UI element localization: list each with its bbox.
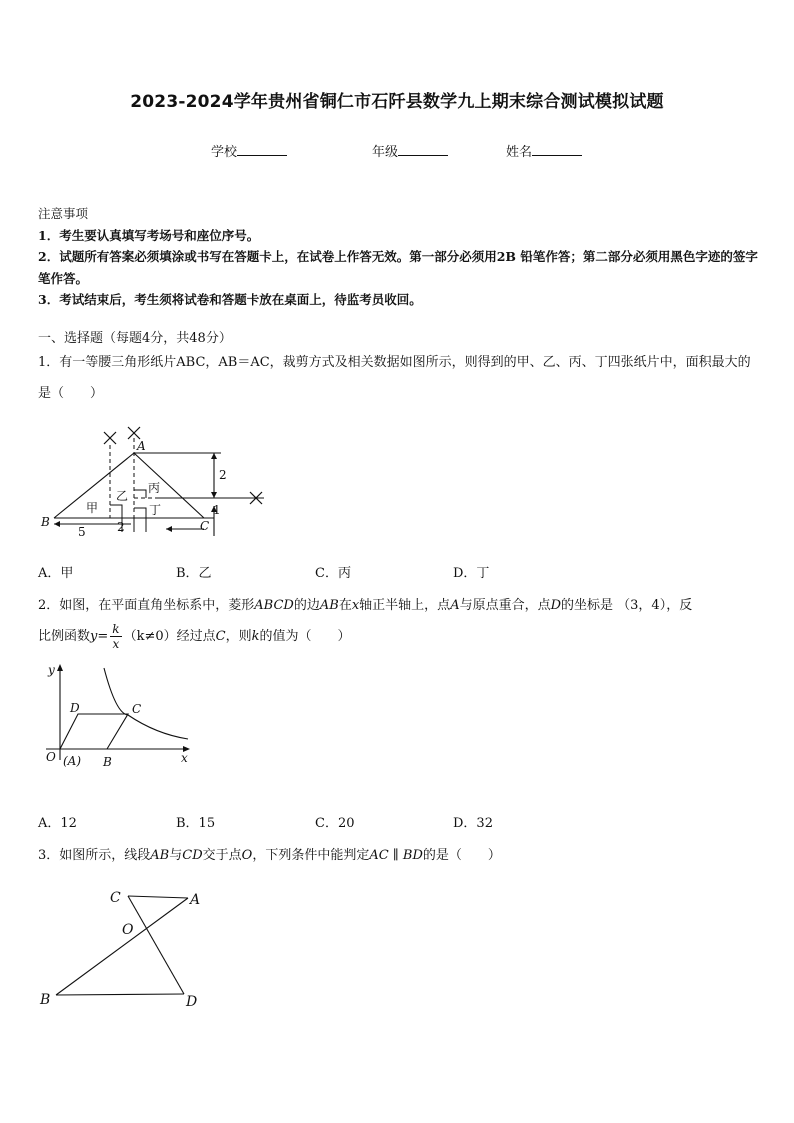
name-blank: [532, 142, 582, 156]
name-field: [506, 141, 582, 160]
label-C: C: [200, 519, 210, 533]
option-a[interactable]: A．12: [38, 816, 77, 831]
label-jia: 甲: [86, 501, 99, 515]
arrow-head: [54, 521, 60, 527]
label-D: D: [186, 994, 198, 1010]
label-A: A: [190, 892, 201, 908]
option-a[interactable]: A．甲: [38, 566, 74, 581]
label-B: B: [103, 755, 112, 769]
grade-label: 年级: [372, 145, 399, 160]
segment-CD: [128, 896, 184, 994]
school-field: [211, 141, 287, 160]
option-c[interactable]: C．20: [315, 816, 355, 831]
option-d[interactable]: D．丁: [453, 566, 490, 581]
axis-y-label: y: [48, 663, 55, 677]
y-arrow: [57, 664, 63, 671]
arrow-head: [211, 492, 217, 498]
arrow-head: [166, 526, 172, 532]
note-item: 3．考试结束后，考生须将试卷和答题卡放在桌面上，待监考员收回。: [38, 292, 422, 307]
page-title: 2023-2024学年贵州省铜仁市石阡县数学九上期末综合测试模拟试题: [130, 92, 664, 112]
grade-field: [372, 141, 448, 160]
section-heading: 一、选择题（每题4分，共48分）: [38, 331, 232, 346]
label-yi: 乙: [116, 489, 129, 503]
question-3-figure: [36, 882, 216, 1012]
label-2-height: 2: [219, 468, 227, 482]
label-ding: 丁: [149, 503, 162, 517]
label-bing: 丙: [148, 481, 161, 495]
question-2-figure: [38, 660, 198, 770]
hyperbola: [104, 668, 188, 739]
note-item: 1．考生要认真填写考场号和座位序号。: [38, 227, 260, 243]
fraction-k-over-x: $\frac{k}{x}$: [112, 622, 120, 651]
axis-x-label: x: [181, 751, 188, 765]
rhombus-ABCD: [60, 714, 128, 749]
label-2-base: 2: [117, 520, 125, 534]
name-label: 姓名: [506, 145, 533, 160]
school-label: 学校: [211, 145, 238, 160]
label-D: D: [70, 701, 80, 715]
question-1-text: 1．有一等腰三角形纸片ABC，AB＝AC，裁剪方式及相关数据如图所示，则得到的甲、乙、丙、丁四张纸片中，面积最大的是（ ）: [38, 355, 751, 401]
label-B: B: [40, 992, 51, 1008]
label-C: C: [132, 702, 142, 716]
question-2-text: 2．如图，在平面直角坐标系中，菱形ABCD的边AB在x轴正半轴上，点A与原点重合，点D的坐标是 （3，4），反 比例函数y= $\frac{k}{x}$ （k≠0）经过点C，则k的值为（ ）: [38, 598, 693, 651]
question-1-figure: [36, 420, 276, 550]
option-d[interactable]: D．32: [453, 816, 493, 831]
label-O: O: [122, 922, 134, 938]
arrow-head: [211, 453, 217, 459]
grade-blank: [398, 142, 448, 156]
option-b[interactable]: B．15: [176, 816, 216, 831]
label-C: C: [110, 890, 121, 906]
label-A: A: [137, 439, 146, 453]
segment-BA: [56, 898, 188, 995]
label-O: O: [46, 750, 56, 764]
school-blank: [237, 142, 287, 156]
segment-BD: [56, 994, 184, 995]
question-3-text: 3．如图所示，线段AB与CD交于点O，下列条件中能判定AC ∥ BD的是（ ）: [38, 848, 501, 863]
option-b[interactable]: B．乙: [176, 566, 212, 581]
label-B: B: [41, 515, 50, 529]
notes: [38, 203, 760, 311]
label-5: 5: [78, 525, 86, 539]
segment-CA: [128, 896, 188, 898]
label-A: (A): [63, 754, 82, 768]
notes-heading: 注意事项: [38, 206, 89, 221]
label-1: 1: [213, 503, 221, 517]
note-item: 2．试题所有答案必须填涂或书写在答题卡上，在试卷上作答无效。第一部分必须用2B 铅笔作答；第二部分必须用黑色字迹的签字笔作答。: [38, 249, 758, 286]
option-c[interactable]: C．丙: [315, 566, 351, 581]
